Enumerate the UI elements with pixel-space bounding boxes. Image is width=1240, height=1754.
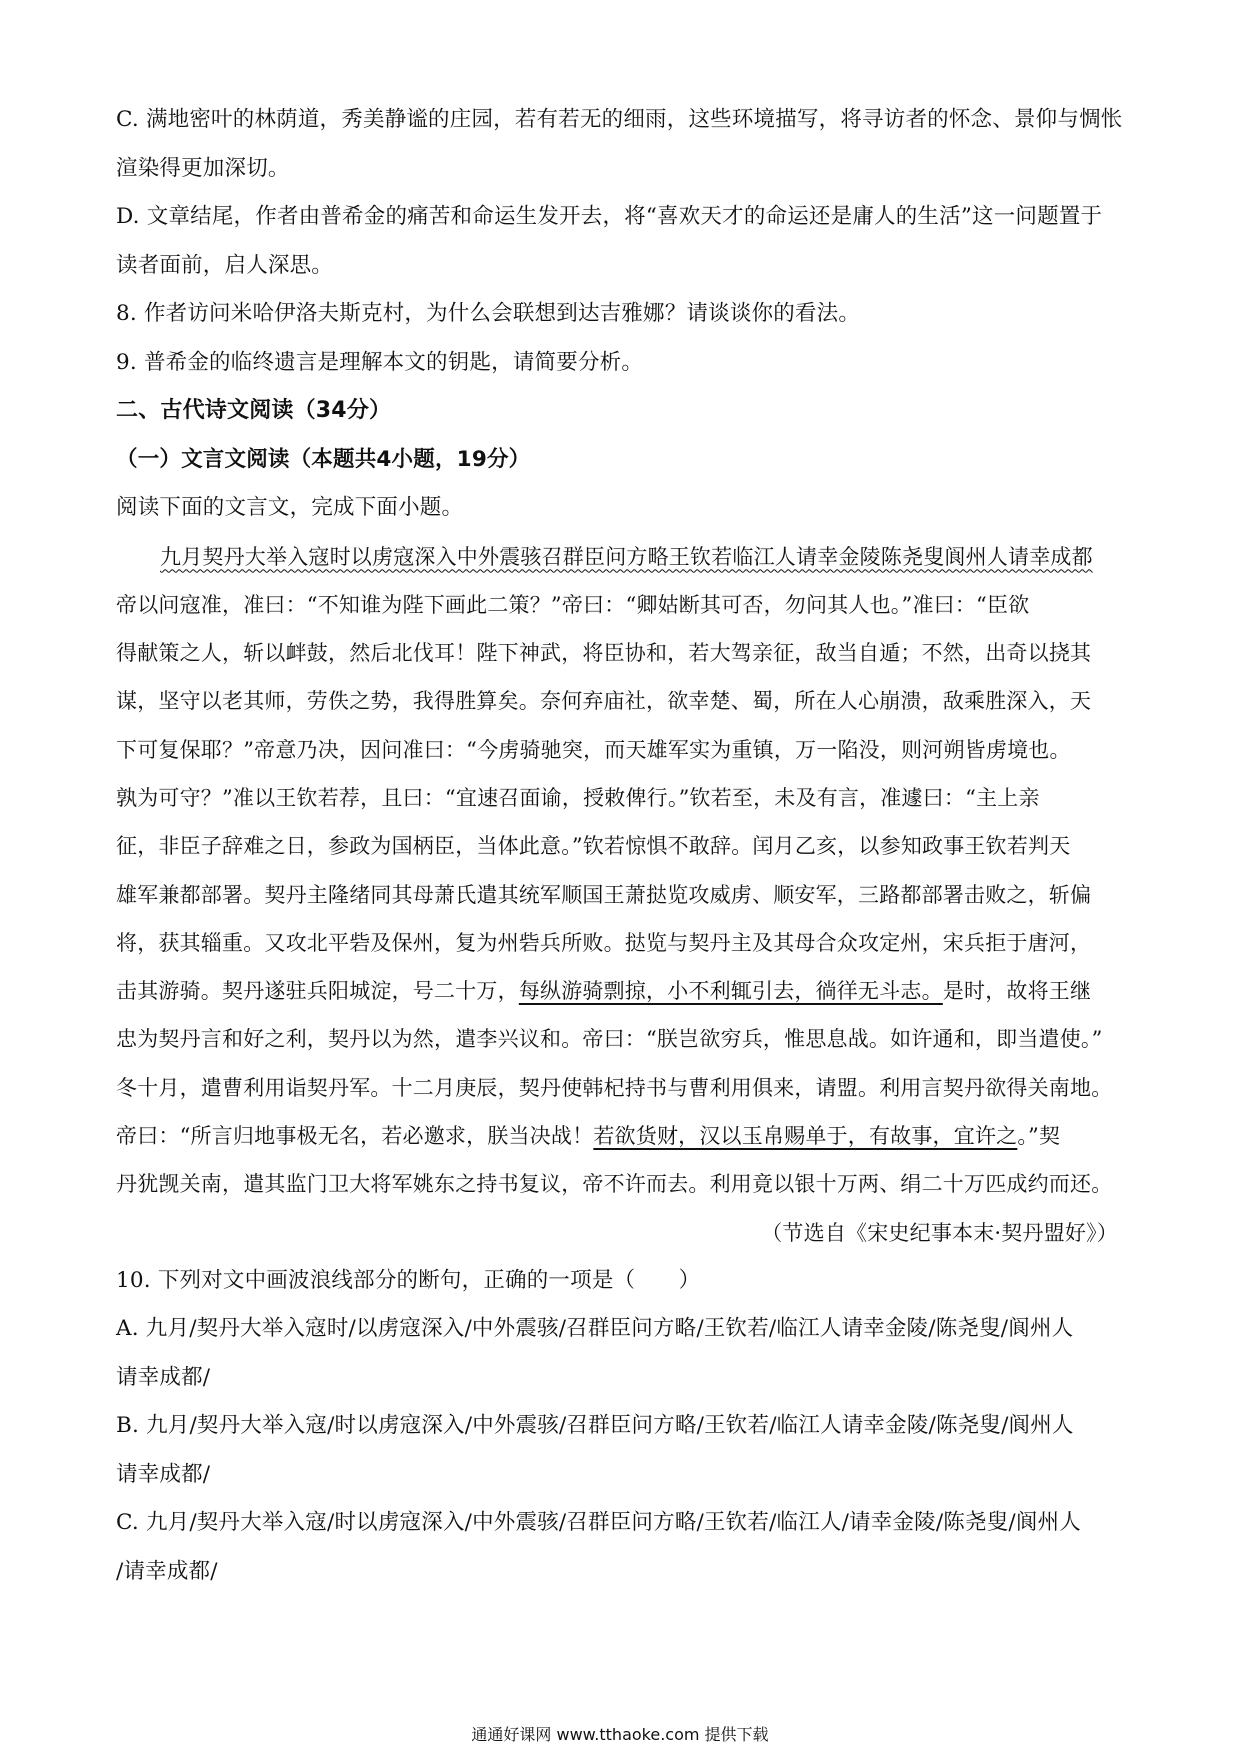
passage-source: （节选自《宋史纪事本末·契丹盟好》） [761, 1220, 1118, 1245]
passage-line: 下可复保耶？”帝意乃决，因问准曰：“今虏骑驰突，而天雄军实为重镇，万一陷没，则河朔皆虏境也。 [116, 737, 1071, 762]
document-page [116, 96, 1126, 1596]
q10-option-b-line2: 请幸成都/ [116, 1461, 211, 1487]
passage-line [116, 1112, 1126, 1160]
passage-line: 谋，坚守以老其师，劳佚之势，我得胜算矣。奈何弃庙社，欲幸楚、蜀，所在人心崩溃，敌乘胜深入，天 [116, 689, 1092, 714]
passage-line: 征，非臣子辞难之日，参政为国柄臣，当体此意。”钦若惊惧不敢辞。闰月乙亥，以参知政事王钦若判天 [116, 834, 1071, 859]
q7-option-c-line1: C. 满地密叶的林荫道，秀美静谧的庄园，若有若无的细雨，这些环境描写，将寻访者的怀念、景仰与惆怅 [116, 107, 1123, 132]
passage-text: 帝曰：“所言归地事极无名，若必邀求，朕当决战！ [116, 1124, 594, 1149]
classical-passage [116, 533, 1126, 1257]
section-2-heading: 二、古代诗文阅读（34分） [116, 398, 392, 423]
underlined-sentence: 若欲货财，汉以玉帛赐单于，有故事，宜许之 [593, 1124, 1018, 1149]
passage-line: 孰为可守？”准以王钦若荐，且曰：“宜速召面谕，授敕俾行。”钦若至，未及有言，准遽曰：“主上亲 [116, 785, 1040, 810]
q10-option-a-line2: 请幸成都/ [116, 1364, 211, 1390]
passage-line: 冬十月，遣曹利用诣契丹军。十二月庚辰，契丹使韩杞持书与曹利用俱来，请盟。利用言契丹欲得关南地。 [116, 1075, 1113, 1100]
passage-line [116, 967, 1126, 1015]
q10-option-c-line1: C. 九月/契丹大举入寇/时以虏寇深入/中外震骇/召群臣问方略/王钦若/临江人/请幸金陵/陈尧叟/阆州人 [116, 1510, 1081, 1536]
passage-line: 雄军兼都部署。契丹主隆绪同其母萧氏遣其统军顺国王萧挞览攻威虏、顺安军，三路都部署击败之，斩偏 [116, 882, 1092, 907]
q7-option-d-line1: D. 文章结尾，作者由普希金的痛苦和命运生发开去，将“喜欢天才的命运还是庸人的生活”这一问题置于 [116, 204, 1103, 229]
passage-line: 忠为契丹言和好之利，契丹以为然，遣李兴议和。帝曰：“朕岂欲穷兵，惟思息战。如许通和，即当遣使。” [116, 1027, 1103, 1052]
passage-line: 丹犹觊关南，遣其监门卫大将军姚东之持书复议，帝不许而去。利用竟以银十万两、绢二十万匹成约而还。 [116, 1172, 1113, 1197]
q10-option-a-line1: A. 九月/契丹大举入寇时/以虏寇深入/中外震骇/召群臣问方略/王钦若/临江人请幸金陵/陈尧叟/阆州人 [116, 1316, 1074, 1342]
q10-option-c-line2: /请幸成都/ [116, 1558, 218, 1584]
passage-line: 得献策之人，斩以衅鼓，然后北伐耳！陛下神武，将臣协和，若大驾亲征，敌当自遁；不然，出奇以挠其 [116, 641, 1092, 666]
question-8: 8. 作者访问米哈伊洛夫斯克村，为什么会联想到达吉雅娜？请谈谈你的看法。 [116, 301, 861, 326]
passage-text: 。”契 [1017, 1124, 1061, 1149]
question-10-stem: 10. 下列对文中画波浪线部分的断句，正确的一项是（ ） [116, 1267, 701, 1293]
passage-text: 击其游骑。契丹遂驻兵阳城淀，号二十万， [116, 979, 519, 1004]
subsection-1-heading: （一）文言文阅读（本题共4小题，19分） [116, 446, 531, 472]
q7-option-c-line2: 渲染得更加深切。 [116, 155, 290, 181]
wavy-underlined-text: 九月契丹大举入寇时以虏寇深入中外震骇召群臣问方略王钦若临江人请幸金陵陈尧叟阆州人请幸成都 [160, 544, 1093, 569]
q10-option-b-line1: B. 九月/契丹大举入寇/时以虏寇深入/中外震骇/召群臣问方略/王钦若/临江人请幸金陵/陈尧叟/阆州人 [116, 1413, 1074, 1439]
question-9: 9. 普希金的临终遗言是理解本文的钥匙，请简要分析。 [116, 349, 644, 375]
passage-line [116, 533, 1126, 581]
passage-text: 是时，故将王继 [942, 979, 1092, 1004]
q7-option-d-line2: 读者面前，启人深思。 [116, 252, 334, 278]
underlined-sentence: 每纵游骑剽掠，小不利辄引去，徜徉无斗志。 [518, 979, 943, 1004]
reading-instruction: 阅读下面的文言文，完成下面小题。 [116, 495, 464, 520]
passage-line: 将，获其辎重。又攻北平砦及保州，复为州砦兵所败。挞览与契丹主及其母合众攻定州，宋兵拒于唐河， [116, 930, 1092, 955]
page-footer: 通通好课网 www.tthaoke.com 提供下载 [471, 1725, 769, 1744]
passage-line: 帝以问寇准，准曰：“不知谁为陛下画此二策？”帝曰：“卿姑断其可否，勿问其人也。”准曰：“臣欲 [116, 592, 1030, 617]
